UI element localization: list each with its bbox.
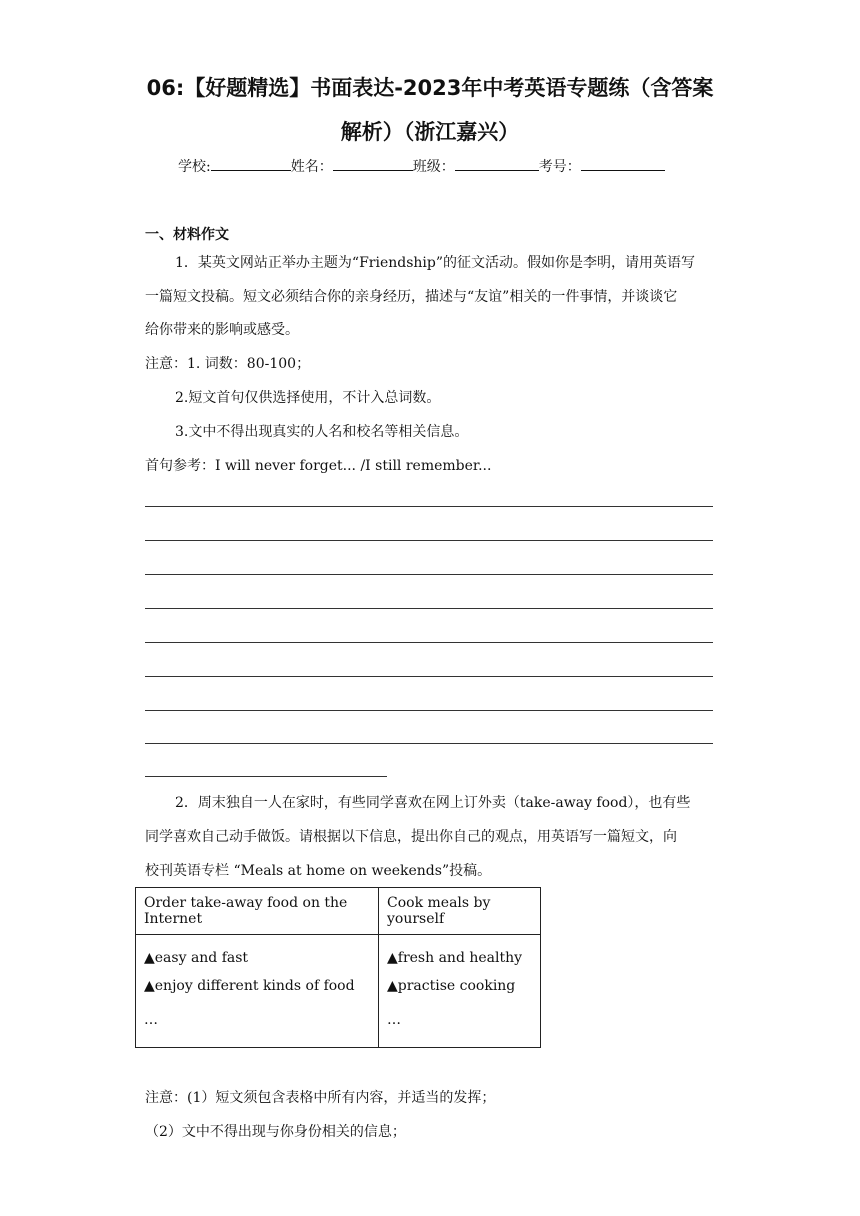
answer-line bbox=[145, 710, 713, 711]
q1-note3: 3.文中不得出现真实的人名和校名等相关信息。 bbox=[175, 424, 469, 440]
page-title-line1: 06:【好题精选】书面表达-2023年中考英语专题练（含答案 bbox=[146, 76, 714, 100]
answer-line bbox=[145, 540, 713, 541]
name-blank bbox=[333, 156, 413, 171]
list-item: ▲practise cooking bbox=[387, 978, 516, 994]
table-cell-cook bbox=[379, 935, 541, 1048]
q1-note2: 2.短文首句仅供选择使用，不计入总词数。 bbox=[175, 390, 441, 406]
class-label: 班级： bbox=[412, 159, 455, 175]
school-label: 学校: bbox=[178, 159, 211, 175]
q2-line1: 2．周末独自一人在家时，有些同学喜欢在网上订外卖（take-away food），也有些 bbox=[175, 795, 691, 811]
answer-line bbox=[145, 506, 713, 507]
answer-line bbox=[145, 642, 713, 643]
q1-line1: 1．某英文网站正举办主题为“Friendship”的征文活动。假如你是李明，请用英语写 bbox=[175, 255, 696, 271]
section-heading: 一、材料作文 bbox=[145, 227, 229, 243]
q1-line2: 一篇短文投稿。短文必须结合你的亲身经历，描述与“友谊”相关的一件事情，并谈谈它 bbox=[145, 289, 678, 305]
list-item: … bbox=[144, 1012, 158, 1028]
list-item: ▲easy and fast bbox=[144, 950, 249, 966]
answer-line-short bbox=[145, 776, 387, 777]
student-info-row bbox=[178, 156, 665, 178]
list-item: ▲fresh and healthy bbox=[387, 950, 523, 966]
table-header-row bbox=[136, 888, 541, 935]
table-header-takeaway: Order take-away food on the Internet bbox=[136, 888, 379, 935]
table-header-cook: Cook meals by yourself bbox=[379, 888, 541, 935]
table-cell-takeaway bbox=[136, 935, 379, 1048]
name-label: 姓名： bbox=[290, 159, 333, 175]
q1-note1: 注意：1. 词数：80-100； bbox=[145, 356, 311, 372]
q1-first-sentence: 首句参考：I will never forget... /I still remember... bbox=[145, 458, 492, 474]
answer-line bbox=[145, 676, 713, 677]
class-blank bbox=[455, 156, 539, 171]
q2-note1: 注意：(1）短文须包含表格中所有内容，并适当的发挥； bbox=[145, 1090, 496, 1106]
exam-no-blank bbox=[581, 156, 665, 171]
page-title-line2: 解析）（浙江嘉兴） bbox=[340, 120, 520, 144]
answer-line bbox=[145, 608, 713, 609]
table-row bbox=[136, 935, 541, 1048]
comparison-table bbox=[135, 887, 541, 1048]
list-item: … bbox=[387, 1012, 401, 1028]
q2-note2: （2）文中不得出现与你身份相关的信息； bbox=[145, 1124, 406, 1140]
answer-line bbox=[145, 574, 713, 575]
school-blank bbox=[211, 156, 291, 171]
q2-line2: 同学喜欢自己动手做饭。请根据以下信息，提出你自己的观点，用英语写一篇短文，向 bbox=[145, 829, 677, 845]
q2-line3: 校刊英语专栏 “Meals at home on weekends”投稿。 bbox=[145, 863, 492, 879]
q1-line3: 给你带来的影响或感受。 bbox=[145, 322, 299, 338]
list-item: ▲enjoy different kinds of food bbox=[144, 978, 355, 994]
answer-line bbox=[145, 743, 713, 744]
exam-no-label: 考号： bbox=[538, 159, 581, 175]
